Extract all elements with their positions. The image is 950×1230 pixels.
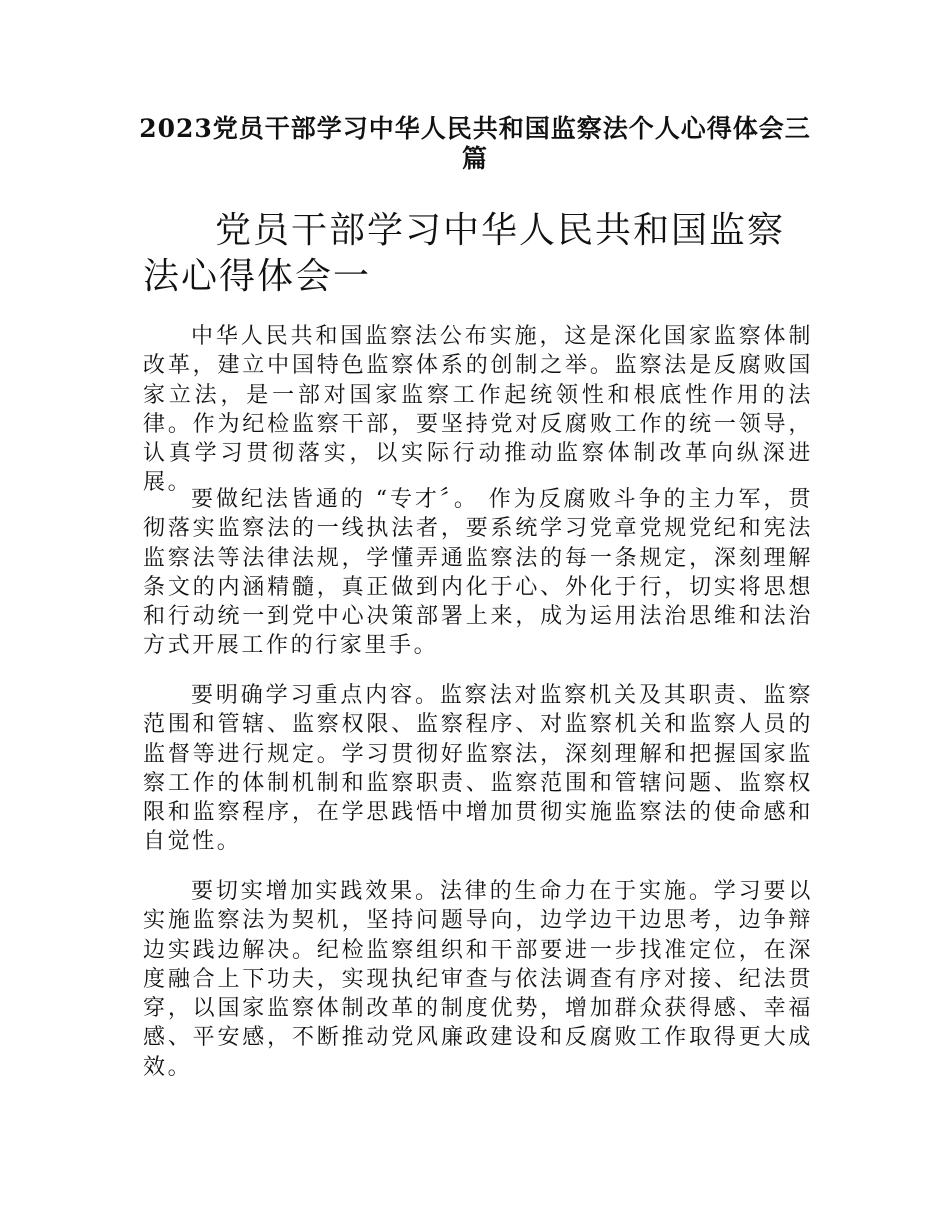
paragraph-1: 中华人民共和国监察法公布实施，这是深化国家监察体制改革，建立中国特色监察体系的创制之举。监察法是反腐败国家立法，是一部对国家监察工作起统领性和根底性作用的法律。作为纪检监察干部，要坚持党对反腐败工作的统一领导，认真学习贯彻落实，以实际行动推动监察体制改革向纵深进展。 <box>143 324 813 496</box>
paragraph-4: 要切实增加实践效果。法律的生命力在于实施。学习要以实施监察法为契机，坚持问题导向，边学边干边思考，边争辩边实践边解决。纪检监察组织和干部要进一步找准定位，在深度融合上下功夫，实现执纪审查与依法调查有序对接、纪法贯穿，以国家监察体制改革的制度优势，增加群众获得感、幸福感、平安感，不断推动党风廉政建设和反腐败工作取得更大成效。 <box>143 879 813 1080</box>
paragraph-3: 要明确学习重点内容。监察法对监察机关及其职责、监察范围和管辖、监察权限、监察程序、对监察机关和监察人员的监督等进行规定。学习贯彻好监察法，深刻理解和把握国家监察工作的体制机制和监察职责、监察范围和管辖问题、监察权限和监察程序，在学思践悟中增加贯彻实施监察法的使命感和自觉性。 <box>143 683 813 855</box>
section-heading: 党员干部学习中华人民共和国监察法心得体会一 <box>143 210 786 297</box>
document-title: 2023党员干部学习中华人民共和国监察法个人心得体会三篇 <box>139 114 811 173</box>
paragraph-2: 要做纪法皆通的 “专才〞。 作为反腐败斗争的主力军，贯彻落实监察法的一线执法者，要系统学习党章党规党纪和宪法监察法等法律法规，学懂弄通监察法的每一条规定，深刻理解条文的内涵精髓，真正做到内化于心、外化于行，切实将思想和行动统一到党中心决策部署上来，成为运用法治思维和法治方式开展工作的行家里手。 <box>143 487 813 659</box>
